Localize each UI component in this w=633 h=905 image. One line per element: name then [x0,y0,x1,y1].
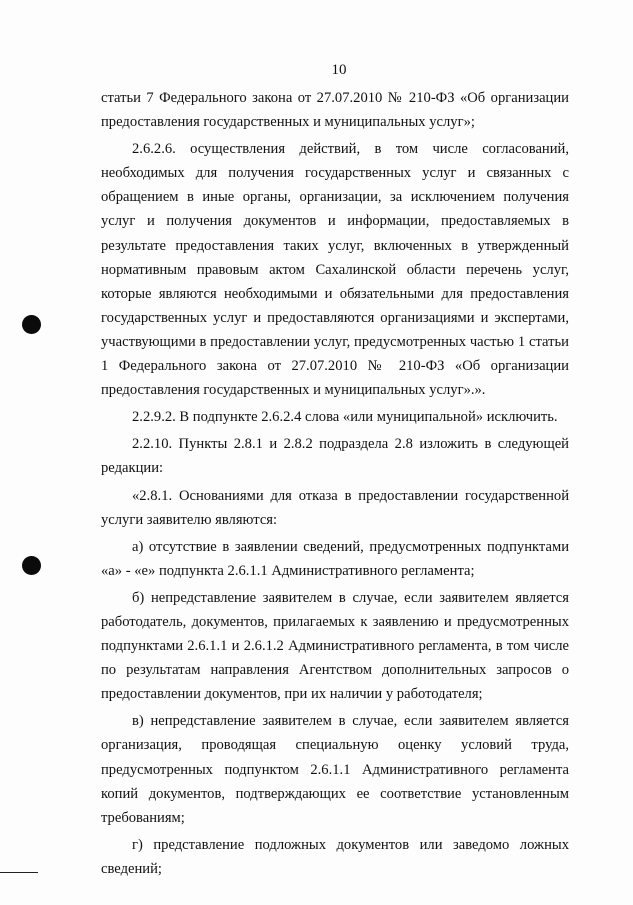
paragraph: а) отсутствие в заявлении сведений, предусмотренных подпунктами «а» - «е» подпункта 2.6.1.1 Административного регламента; [101,538,569,579]
paragraph: 2.6.2.6. осуществления действий, в том числе согласований, необходимых для получения государственных услуг и связанных с обращением в иные органы, организации, за исключением получения услуг и получения документов и информации, предоставляемых в результате предоставления таких услуг, включенных в утвержденный нормативным правовым актом Сахалинской области перечень услуг, которые являются необходимыми и обязательными для предоставления государственных услуг и предоставляются организациями и экспертами, участвующими в предоставлении услуг, предусмотренных частью 1 статьи 1 Федерального закона от 27.07.2010 № 210-ФЗ «Об организации предоставления государственных и муниципальных услуг».». [101,141,569,399]
paragraph: 2.2.9.2. В подпункте 2.6.2.4 слова «или муниципальной» исключить. [132,409,558,426]
punch-hole [22,315,41,334]
paragraph: в) непредставление заявителем в случае, если заявителем является организация, проводящая специальную оценку условий труда, предусмотренных подпунктом 2.6.1.1 Административного регламента копий документов, подтверждающих ее соответствие установленным требованиям; [101,713,569,826]
paragraph: «2.8.1. Основаниями для отказа в предоставлении государственной услуги заявителю являются: [101,487,569,528]
divider-line [0,872,38,873]
paragraph: 2.2.10. Пункты 2.8.1 и 2.8.2 подраздела 2.8 изложить в следующей редакции: [101,436,569,477]
paragraph: статьи 7 Федерального закона от 27.07.2010 № 210-ФЗ «Об организации предоставления государственных и муниципальных услуг»; [101,90,569,131]
paragraph: б) непредставление заявителем в случае, если заявителем является работодатель, документов, прилагаемых к заявлению и предусмотренных подпунктами 2.6.1.1 и 2.6.1.2 Административного регламента, в том числе по результатам направления Агентством дополнительных запросов о предоставлении документов, при их наличии у работодателя; [101,589,569,703]
punch-hole [22,556,41,575]
page-number: 10 [331,62,347,78]
document-body [101,86,569,881]
paragraph: г) представление подложных документов или заведомо ложных сведений; [101,836,569,877]
